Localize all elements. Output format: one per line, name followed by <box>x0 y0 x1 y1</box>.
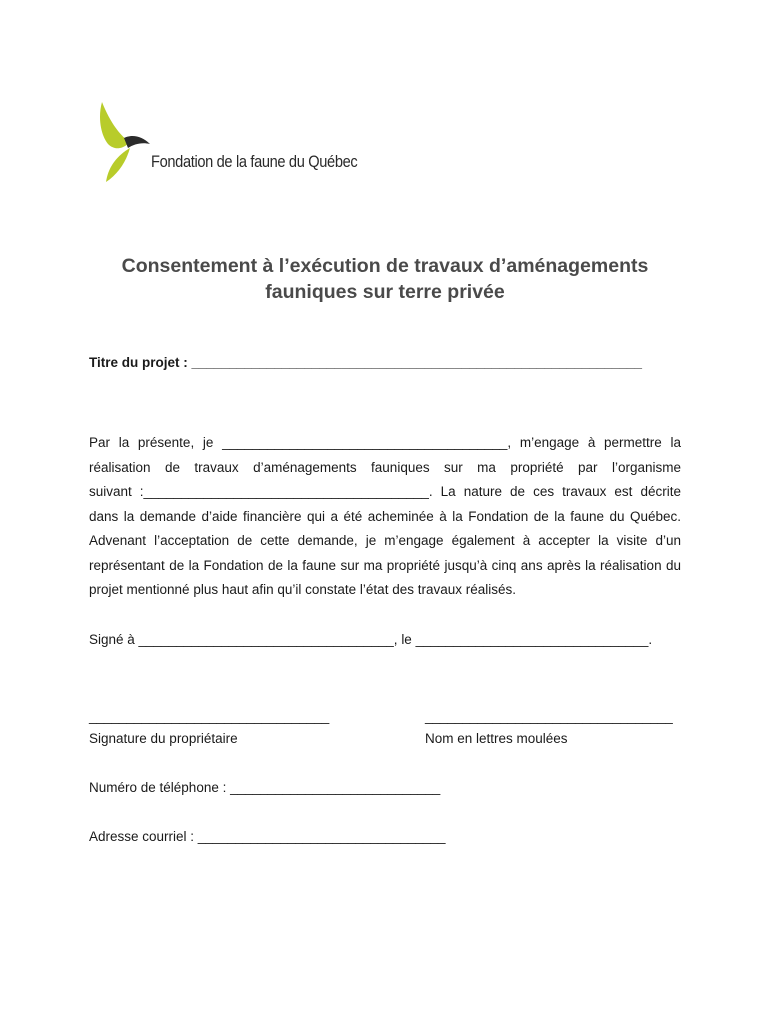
paragraph-line-7: projet mentionné plus haut afin qu’il constate l’état des travaux réalisés. <box>89 582 516 597</box>
bird-logo-icon <box>96 98 156 188</box>
signed-at-field[interactable]: Signé à __________________________________, le _______________________________. <box>89 632 653 647</box>
consent-paragraph <box>89 431 681 603</box>
project-title-blank[interactable]: ____________________________________________________________ <box>191 355 643 370</box>
email-field[interactable]: Adresse courriel : _________________________________ <box>89 829 446 844</box>
signature-label: Signature du propriétaire <box>89 731 238 746</box>
project-title-field[interactable] <box>89 355 642 370</box>
title-line-2: fauniques sur terre privée <box>265 281 505 303</box>
logo-text: Fondation de la faune du Québec <box>151 152 358 171</box>
paragraph-line-6: représentant de la Fondation de la faune sur ma propriété jusqu’à cinq ans après la réalisation du <box>89 557 681 573</box>
phone-field[interactable]: Numéro de téléphone : ____________________________ <box>89 780 441 795</box>
paragraph-line-1: Par la présente, je ______________________________________, m’engage à permettre la <box>89 435 681 450</box>
title-line-1: Consentement à l’exécution de travaux d’aménagements <box>121 255 649 277</box>
paragraph-line-4: dans la demande d’aide financière qui a été acheminée à la Fondation de la faune du Québec. <box>89 508 681 524</box>
paragraph-line-2: réalisation de travaux d’aménagements fauniques sur ma propriété par l’organisme <box>89 459 681 475</box>
logo <box>96 98 358 188</box>
printed-name-label: Nom en lettres moulées <box>425 731 568 746</box>
paragraph-line-5: Advenant l’acceptation de cette demande, je m’engage également à accepter la visite d’un <box>89 533 681 548</box>
paragraph-line-3: suivant :______________________________________. La nature de ces travaux est décrite <box>89 484 681 499</box>
project-title-label: Titre du projet : <box>89 355 188 370</box>
signature-line[interactable]: ________________________________ <box>89 709 330 724</box>
page-title <box>60 253 710 305</box>
printed-name-line[interactable]: _________________________________ <box>425 709 673 724</box>
